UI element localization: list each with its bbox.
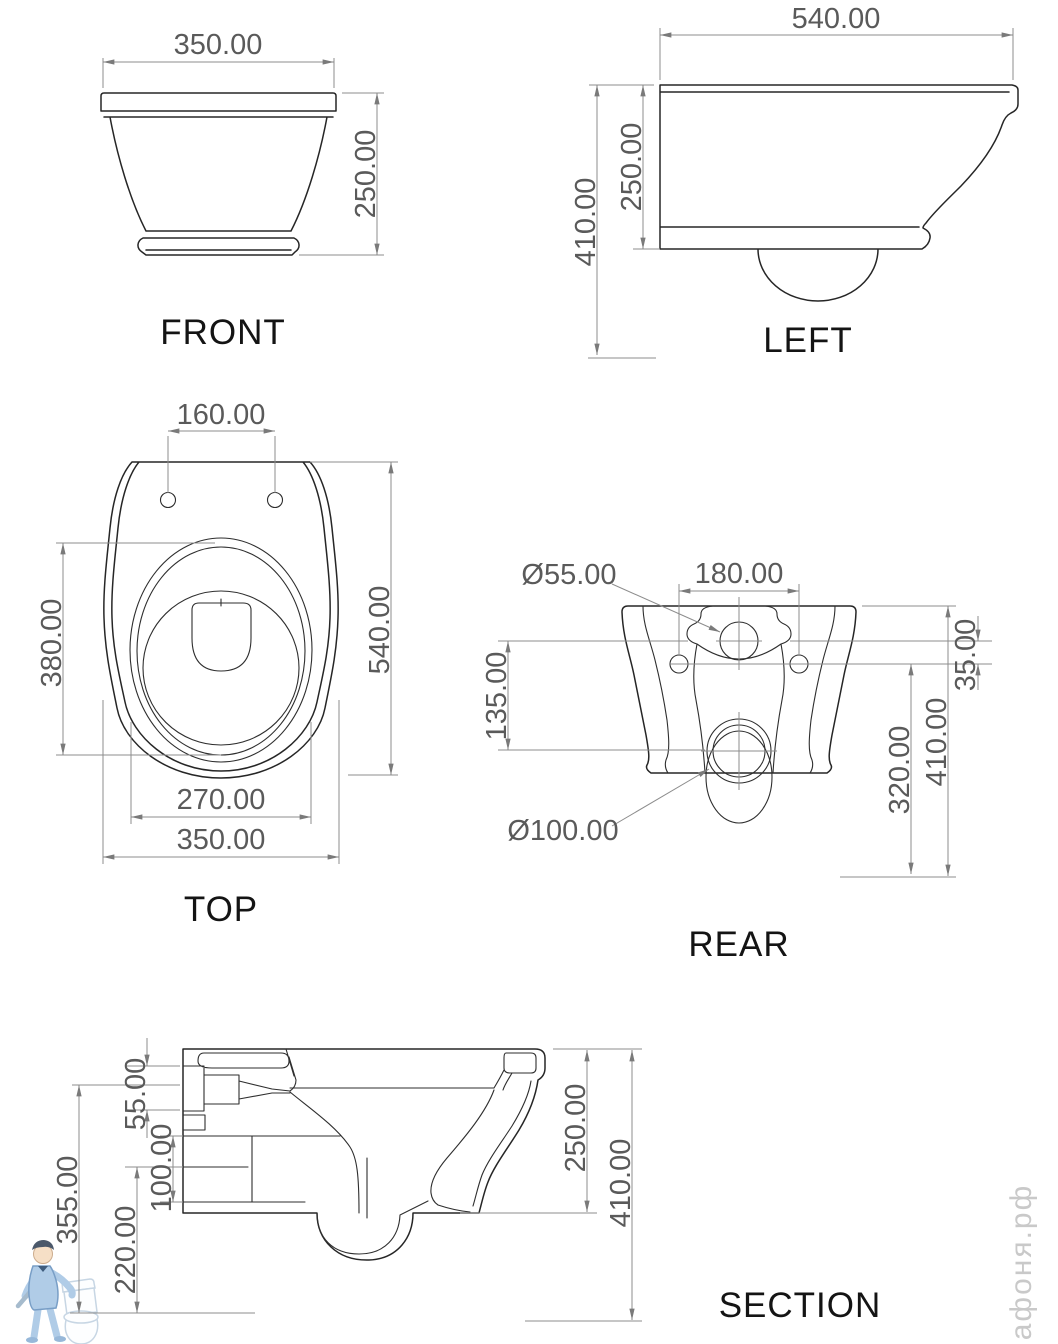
left-view — [570, 3, 1018, 360]
top-outline — [104, 462, 338, 778]
section-dim-bowl-height: 250.00 — [560, 1083, 592, 1173]
top-dim-opening-length: 380.00 — [36, 598, 68, 688]
mascot-leg-left — [34, 1310, 38, 1337]
top-hinge-hole-right — [268, 493, 283, 508]
section-dim-inlet-height: 100.00 — [146, 1123, 178, 1213]
left-dim-depth: 540.00 — [791, 3, 881, 35]
brand-watermark: афоня.рф — [1005, 1183, 1038, 1341]
top-dim-width: 350.00 — [176, 824, 266, 856]
section-view-label: SECTION — [718, 1286, 882, 1325]
section-dim-rim-depth: 55.00 — [120, 1057, 152, 1131]
rear-center-marks — [701, 597, 777, 790]
left-dim-bowl-height: 250.00 — [616, 122, 648, 212]
mascot-shoe-left — [26, 1337, 38, 1343]
mascot-shoe-right — [54, 1336, 66, 1342]
rear-dim-top-offset: 35.00 — [950, 618, 982, 692]
section-inner-details — [183, 1049, 536, 1254]
mascot-body — [29, 1266, 58, 1310]
section-dim-total-height: 410.00 — [605, 1138, 637, 1228]
top-dim-length: 540.00 — [364, 585, 396, 675]
mascot-leg-right — [50, 1309, 57, 1336]
section-dim-outlet-drop: 220.00 — [110, 1205, 142, 1295]
rear-dim-inlet-drop: 135.00 — [481, 651, 513, 741]
rear-view-label: REAR — [688, 925, 790, 964]
section-view — [52, 1038, 881, 1325]
top-seat-inner-ellipse — [137, 547, 305, 755]
left-extension-lines — [588, 28, 1013, 358]
section-dim-overall: 355.00 — [52, 1155, 84, 1245]
top-view — [36, 399, 398, 929]
front-view-label: FRONT — [160, 313, 286, 352]
rear-outlet-leader — [612, 769, 709, 826]
top-seat-outer-ellipse — [130, 538, 312, 762]
top-dim-seat-width: 270.00 — [176, 784, 266, 816]
front-outline — [101, 93, 336, 255]
rear-dim-bolt-spacing: 180.00 — [694, 558, 784, 590]
top-dim-hole-spacing: 160.00 — [176, 399, 266, 431]
front-dim-width: 350.00 — [173, 29, 263, 61]
mascot-watermark — [18, 1240, 98, 1344]
section-outline — [183, 1049, 545, 1260]
front-dim-height: 250.00 — [350, 129, 382, 219]
rear-dim-outlet-diameter: Ø100.00 — [507, 815, 619, 847]
top-hinge-hole-left — [161, 493, 176, 508]
rear-dim-outlet-center: 320.00 — [884, 725, 916, 815]
top-view-label: TOP — [183, 890, 259, 929]
left-view-label: LEFT — [763, 321, 853, 360]
rear-view — [481, 558, 992, 964]
left-dim-total-height: 410.00 — [570, 177, 602, 267]
rear-dim-total-height: 410.00 — [921, 697, 953, 787]
front-view — [101, 29, 384, 352]
front-extension-lines — [103, 58, 384, 255]
rear-dim-inlet-diameter: Ø55.00 — [521, 559, 617, 591]
left-outline — [660, 85, 1018, 301]
top-water-area — [192, 599, 251, 671]
top-bowl-ellipse — [143, 591, 299, 745]
